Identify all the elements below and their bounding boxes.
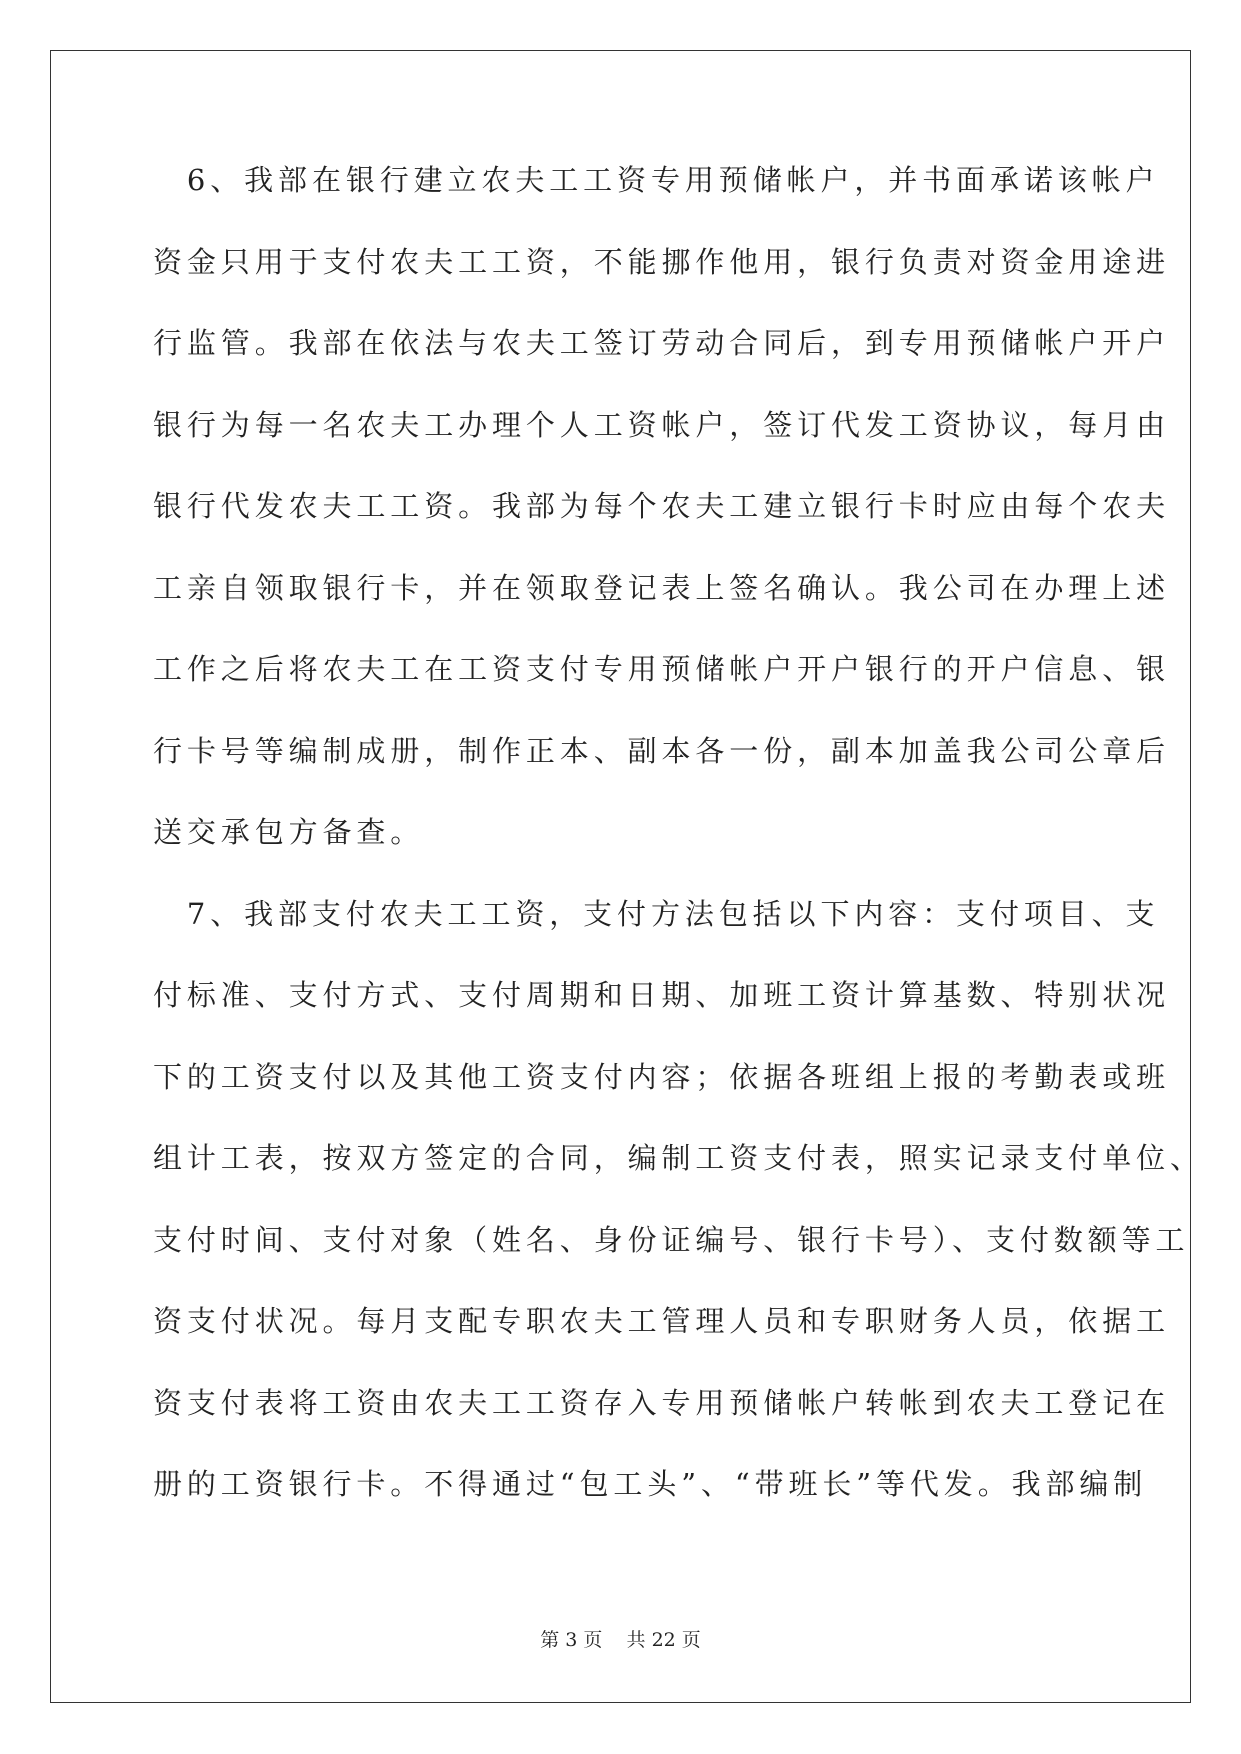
text-line: 行监管。我部在依法与农夫工签订劳动合同后，到专用预储帐户开户 <box>153 326 1171 360</box>
text-line: 行卡号等编制成册，制作正本、副本各一份，副本加盖我公司公章后 <box>153 733 1171 768</box>
text-line: 资金只用于支付农夫工工资，不能挪作他用，银行负责对资金用途进 <box>153 244 1171 279</box>
text-line: 7、我部支付农夫工工资，支付方法包括以下内容：支付项目、支 <box>153 896 1160 931</box>
page-total: 共 22 页 <box>626 1629 701 1651</box>
text-line: 支付时间、支付对象（姓名、身份证编号、银行卡号）、支付数额等工 <box>153 1222 1190 1257</box>
text-line: 银行为每一名农夫工办理个人工资帐户，签订代发工资协议，每月由 <box>153 407 1171 442</box>
paragraph-6 <box>153 163 1171 899</box>
text-line: 6、我部在银行建立农夫工工资专用预储帐户，并书面承诺该帐户 <box>153 163 1160 197</box>
text-line: 下的工资支付以及其他工资支付内容；依据各班组上报的考勤表或班 <box>153 1059 1171 1094</box>
text-line: 组计工表，按双方签定的合同，编制工资支付表，照实记录支付单位、 <box>153 1141 1204 1175</box>
page-footer <box>0 1629 1241 1651</box>
page-number: 第 3 页 <box>540 1629 603 1651</box>
text-line: 工亲自领取银行卡，并在领取登记表上签名确认。我公司在办理上述 <box>153 570 1171 605</box>
text-line: 册的工资银行卡。不得通过“包工头”、“带班长”等代发。我部编制 <box>153 1467 1148 1501</box>
text-line: 工作之后将农夫工在工资支付专用预储帐户开户银行的开户信息、银 <box>153 652 1171 686</box>
document-body <box>153 163 1204 1551</box>
text-line: 付标准、支付方式、支付周期和日期、加班工资计算基数、特别状况 <box>153 978 1171 1012</box>
paragraph-7 <box>153 896 1204 1551</box>
text-line: 资支付表将工资由农夫工工资存入专用预储帐户转帐到农夫工登记在 <box>153 1385 1171 1420</box>
text-line: 资支付状况。每月支配专职农夫工管理人员和专职财务人员，依据工 <box>153 1304 1171 1338</box>
text-line: 银行代发农夫工工资。我部为每个农夫工建立银行卡时应由每个农夫 <box>153 489 1171 523</box>
text-line: 送交承包方备查。 <box>153 815 425 849</box>
